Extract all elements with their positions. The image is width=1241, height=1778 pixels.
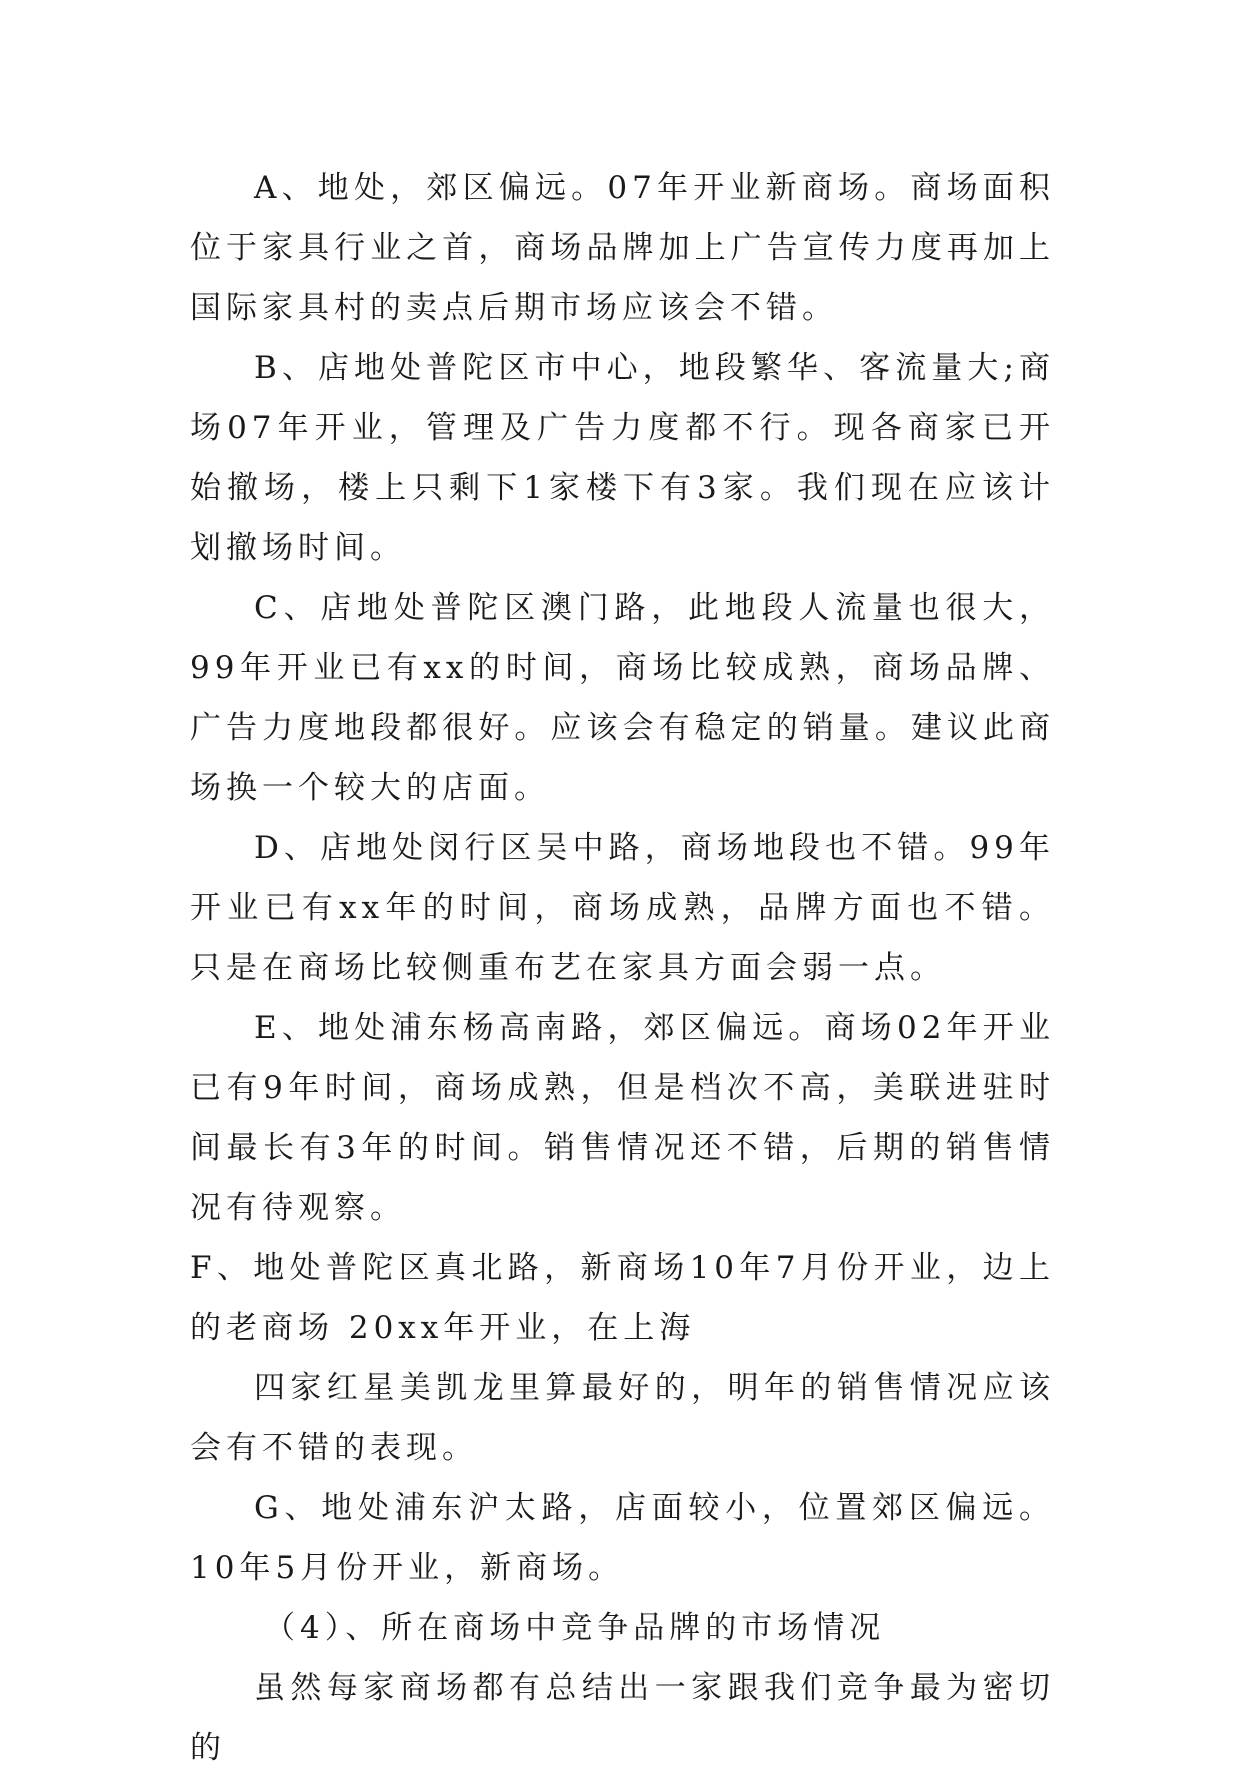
paragraph-f: F、地处普陀区真北路，新商场10年7月份开业，边上的老商场 20xx年开业，在上海 <box>190 1250 1055 1346</box>
paragraph-last: 虽然每家商场都有总结出一家跟我们竞争最为密切的 <box>190 1670 1055 1766</box>
paragraph-g: G、地处浦东沪太路，店面较小，位置郊区偏远。10年5月份开业，新商场。 <box>190 1490 1055 1586</box>
paragraph-e: E、地处浦东杨高南路，郊区偏远。商场02年开业已有9年时间，商场成熟，但是档次不高，美联进驻时间最长有3年的时间。销售情况还不错，后期的销售情况有待观察。 <box>190 1010 1055 1226</box>
paragraph-c: C、店地处普陀区澳门路，此地段人流量也很大，99年开业已有xx的时间，商场比较成熟，商场品牌、广告力度地段都很好。应该会有稳定的销量。建议此商场换一个较大的店面。 <box>190 590 1055 806</box>
paragraph-f-continued: 四家红星美凯龙里算最好的，明年的销售情况应该会有不错的表现。 <box>190 1370 1055 1466</box>
paragraph-d: D、店地处闵行区吴中路，商场地段也不错。99年开业已有xx年的时间，商场成熟，品牌方面也不错。只是在商场比较侧重布艺在家具方面会弱一点。 <box>190 830 1055 986</box>
paragraph-a: A、地处，郊区偏远。07年开业新商场。商场面积位于家具行业之首，商场品牌加上广告宣传力度再加上国际家具村的卖点后期市场应该会不错。 <box>190 170 1055 326</box>
section-heading-4: （4）、所在商场中竞争品牌的市场情况 <box>264 1610 886 1646</box>
paragraph-b: B、店地处普陀区市中心，地段繁华、客流量大;商场07年开业，管理及广告力度都不行。现各商家已开始撤场，楼上只剩下1家楼下有3家。我们现在应该计划撤场时间。 <box>190 350 1055 566</box>
